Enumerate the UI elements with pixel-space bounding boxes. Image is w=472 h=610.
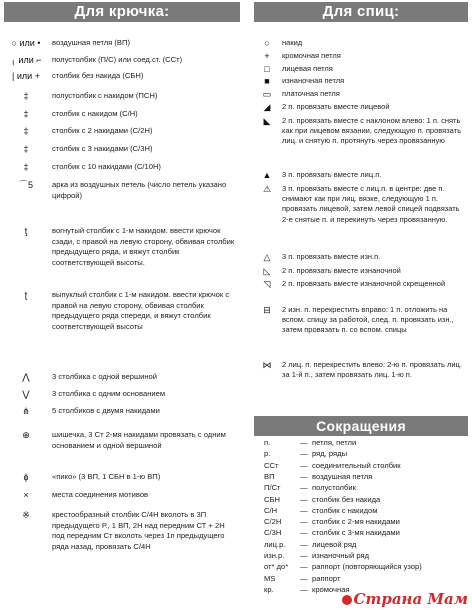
abbreviation-meaning: ряд, ряды [312,449,348,459]
abbreviation-term: ССт [264,460,279,470]
abbreviation-term: С/3Н [264,528,282,538]
knitting-symbol-icon: ▭ [262,89,272,99]
knitting-symbol-icon: ◺ [263,266,271,276]
crochet-symbol-description: полустолбик с накидом (ПСН) [52,91,158,100]
crochet-symbol-icon: ⌒5 [18,180,33,190]
abbreviation-meaning: раппорт [312,573,341,583]
crochet-symbol-description: столбик с 10 накидами (С/10Н) [52,162,161,171]
knitting-symbol-description: 2 лиц. п. перекрестить влево: 2-ю п. провязать лиц. за 1-й п., затем провязать лиц. 1-ю п. [282,360,462,380]
knitting-symbol-icon: ■ [264,76,270,86]
crochet-symbol-description: столбик без накида (СБН) [52,71,144,80]
abbreviation-dash: — [300,551,308,560]
crochet-symbol-icon: ƫ [24,226,28,236]
crochet-symbol-icon: ‡ [23,91,29,101]
abbreviation-term: р. [264,449,271,459]
crochet-symbol-description: 5 столбиков с двумя накидами [52,406,160,415]
crochet-symbol-icon: | или + [12,71,40,81]
abbreviation-dash: — [300,584,308,594]
crochet-symbol-icon: ɸ [23,472,29,482]
crochet-symbol-description: вогнутый столбик с 1-м накидом. ввести крючок сзади, с правой на левую сторону, обвивая столбик предыдущего ряда, и вяжут столбик соответствующей высоты. [52,226,235,267]
crochet-symbol-description: шишечка, 3 Ст 2-мя накидами провязать с одним основанием и одной вершиной [52,430,226,450]
knitting-symbol-description: 3 п. провязать вместе с лиц.п. в центре: две п. снимают как при лиц. вязке, следующую 1 п. провязать лицевой, затем левой спицей подвязать 2-е снятые п. и перекинуть через провязанную. [282,184,460,224]
abbreviation-dash: — [300,573,308,583]
abbreviation-dash: — [300,471,308,481]
abbreviation-meaning: петля, петли [312,438,357,447]
crochet-symbol-icon: ‡ [23,144,29,154]
abbreviation-term: С/Н [264,505,278,515]
crochet-symbol-icon: ⊕ [22,430,30,440]
abbreviation-term: кр. [264,584,274,594]
abbreviation-meaning: столбик с 2-мя накидами [312,517,400,527]
abbreviation-dash: — [300,505,308,515]
knitting-symbol-description: 2 п. провязать вместе с наклоном влево: 1 п. снять как при лицевом вязании, следующую п. провязать лиц. и снятую п. протянуть через провязанную [282,116,461,146]
knitting-symbol-icon: □ [264,64,270,74]
crochet-header: Для крючка: [4,2,240,22]
knitting-symbol-icon: ◹ [263,279,271,289]
knitting-symbol-description: 2 п. провязать вместе изнаночной скрещенной [282,279,446,288]
abbreviation-dash: — [300,517,308,527]
abbreviation-dash: — [300,562,308,572]
abbreviation-term: лиц.р. [264,539,286,549]
abbreviations-header: Сокращения [254,416,468,436]
abbreviation-term: изн.р. [264,551,285,560]
abbreviation-dash: — [300,528,308,538]
abbreviation-meaning: столбик с накидом [312,505,378,515]
logo-icon [342,595,352,605]
crochet-symbol-icon: ╷ или ⌐ [10,55,42,65]
knitting-column [250,0,472,594]
crochet-symbol-icon: × [23,490,29,500]
abbreviation-meaning: воздушная петля [312,471,373,481]
abbreviation-term: MS [264,573,276,583]
abbreviation-dash: — [300,438,308,447]
crochet-symbol-description: крестообразный столбик С/4Н вколоть в 3П предыдущего Р., 1 ВП, 2Н над передним СТ + 2Н под передним Ст вколоть через 1п предыдущего ряда назад, провязать С/4Н [52,510,225,551]
knitting-symbol-description: накид [282,38,303,47]
abbreviation-term: П/Ст [264,483,281,493]
abbreviation-meaning: раппорт (повторяющийся узор) [312,562,422,572]
crochet-symbol-icon: ʈ [24,290,28,300]
abbreviation-term: С/2Н [264,517,282,527]
crochet-symbol-icon: ※ [22,510,30,520]
crochet-symbol-description: арка из воздушных петель (число петель указано цифрой) [52,180,227,200]
abbreviation-meaning: лицевой ряд [312,539,357,549]
crochet-symbol-description: воздушная петля (ВП) [52,38,130,47]
abbreviation-meaning: соединительный столбик [312,460,401,470]
knitting-symbol-description: платочная петля [282,89,340,98]
knitting-symbol-description: 2 изн. п. перекрестить вправо: 1 п. отложить на вспом. спицу за работой, след. п. провязать изн., затем провязать п. со вспом. спицы [282,305,454,335]
abbreviation-dash: — [300,494,308,504]
crochet-symbol-description: полустолбик (П/С) или соед.ст. (ССт) [52,55,183,64]
abbreviation-term: ВП [264,471,275,481]
crochet-symbol-icon: ○ или • [11,38,41,48]
knitting-symbol-description: кромочная петля [282,51,341,60]
abbreviation-dash: — [300,449,308,459]
crochet-symbol-description: столбик с накидом (С/Н) [52,109,138,118]
knitting-symbol-icon: △ [263,252,271,262]
abbreviation-dash: — [300,483,308,493]
crochet-symbol-description: «пико» (3 ВП, 1 СБН в 1-ю ВП) [52,472,161,481]
crochet-symbol-description: столбик с 3 накидами (С/3Н) [52,144,153,153]
knitting-symbol-icon: ○ [264,38,270,48]
crochet-column [0,0,244,551]
abbreviation-dash: — [300,539,308,549]
knitting-symbol-description: изнаночная петля [282,76,345,85]
knitting-symbol-icon: ⊟ [263,305,271,315]
knitting-symbol-icon: ◣ [263,116,271,126]
knitting-symbol-description: лицевая петля [282,64,333,73]
knitting-symbol-icon: + [264,51,270,61]
knitting-symbol-description: 3 п. провязать вместе лиц.п. [282,170,382,179]
abbreviation-dash: — [300,460,308,470]
crochet-symbol-description: места соединения мотивов [52,490,149,499]
knitting-header: Для спиц: [254,2,468,22]
knitting-symbol-description: 2 п. провязать вместе лицевой [282,102,390,111]
watermark-text: Страна Мам [353,590,468,608]
abbreviation-meaning: изнаночный ряд [312,551,370,560]
knitting-symbol-icon: ◢ [263,102,271,112]
crochet-symbol-icon: ‡ [23,109,29,119]
crochet-symbol-description: столбик с 2 накидами (С/2Н) [52,126,153,135]
knitting-symbol-description: 2 п. провязать вместе изнаночной [282,266,401,275]
crochet-symbol-icon: ⋔ [22,406,30,416]
abbreviation-meaning: кромочная [312,584,350,594]
crochet-symbol-description: 3 столбика с одной вершиной [52,372,157,381]
knitting-symbol-icon: ⚠ [262,184,272,194]
crochet-symbol-icon: ‡ [23,162,29,172]
crochet-symbol-description: 3 столбика с одним основанием [52,389,166,398]
abbreviation-term: СБН [264,494,280,504]
abbreviation-term: от* до* [264,562,289,572]
crochet-symbol-description: выпуклый столбик с 1-м накидом. ввести крючок с правой на левую сторону, обвивая столбик предыдущего ряда спереди, и вяжут столбик соответствующей высоты [52,290,230,331]
abbreviation-meaning: столбик с 3-мя накидами [312,528,400,538]
knitting-symbol-icon: ▲ [262,170,272,180]
abbreviation-term: п. [264,438,271,447]
crochet-symbol-icon: ⋀ [22,372,30,382]
knitting-symbol-icon: ⋈ [262,360,272,370]
crochet-symbol-icon: ‡ [23,126,29,136]
abbreviation-meaning: столбик без накида [312,494,381,504]
knitting-symbol-description: 3 п. провязать вместе изн.п. [282,252,381,261]
crochet-symbol-icon: ⋁ [22,389,30,399]
watermark-logo [342,590,468,608]
abbreviation-meaning: полустолбик [312,483,356,493]
